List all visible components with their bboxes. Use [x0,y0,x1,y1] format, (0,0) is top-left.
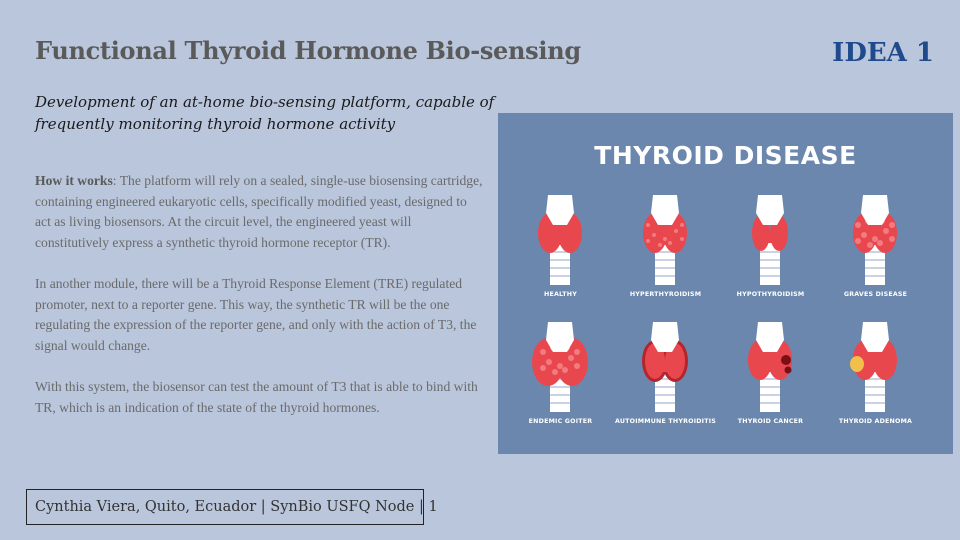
gland-adenoma [819,322,932,442]
paragraph-tre: In another module, there will be a Thyroid Response Element (TRE) regulated promoter, next to a reporter gene. This way, the synthetic TR will be the one regulating the expression of the reporter gene, and only with the action of T3, the signal would change. [35,275,477,353]
figure-title: THYROID DISEASE [594,141,857,170]
gland-hyper [609,195,722,315]
thyroid-gland-icon [846,322,904,414]
gland-label: ENDEMIC GOITER [528,418,593,425]
gland-autoimmune [609,322,722,442]
gland-healthy [504,195,617,315]
thyroid-gland-icon [741,322,799,414]
thyroid-gland-icon [531,195,589,287]
gland-hypo [714,195,827,315]
thyroid-gland-icon [636,195,694,287]
slide-subtitle: Development of an at-home bio-sensing platform, capable of frequently monitoring thyroid hormone activity [35,93,495,133]
thyroid-gland-icon [846,195,904,287]
slide-title: Functional Thyroid Hormone Bio-sensing [35,36,581,65]
gland-graves [819,195,932,315]
thyroid-gland-icon [636,322,694,414]
gland-label: THYROID CANCER [737,418,804,425]
thyroid-gland-icon [531,322,589,414]
paragraph-text: : The platform will rely on a sealed, single-use biosensing cartridge, containing engineered eukaryotic cells, specifically modified yeast, designed to act as living biosensors. At the circuit level, the engineered yeast will constitutively express a synthetic thyroid hormone receptor (TR). [35,173,483,250]
gland-label: HEALTHY [544,291,577,298]
thyroid-gland-icon [741,195,799,287]
footer-box: Cynthia Viera, Quito, Ecuador | SynBio USFQ Node | 1 [26,489,424,525]
gland-goiter [504,322,617,442]
gland-label: AUTOIMMUNE THYROIDITIS [614,418,716,425]
gland-label: HYPOTHYROIDISM [736,291,805,298]
gland-cancer [714,322,827,442]
paragraph-system: With this system, the biosensor can test the amount of T3 that is able to bind with TR, which is an indication of the state of the thyroid hormones. [35,378,478,415]
body-text [35,171,485,439]
paragraph-how-it-works [35,171,485,253]
gland-label: THYROID ADENOMA [838,418,913,425]
thyroid-disease-figure [498,113,953,454]
gland-label: HYPERTHYROIDISM [629,291,702,298]
gland-label: GRAVES DISEASE [843,291,908,298]
idea-tag: IDEA 1 [832,38,934,68]
how-it-works-label: How it works [35,173,113,188]
